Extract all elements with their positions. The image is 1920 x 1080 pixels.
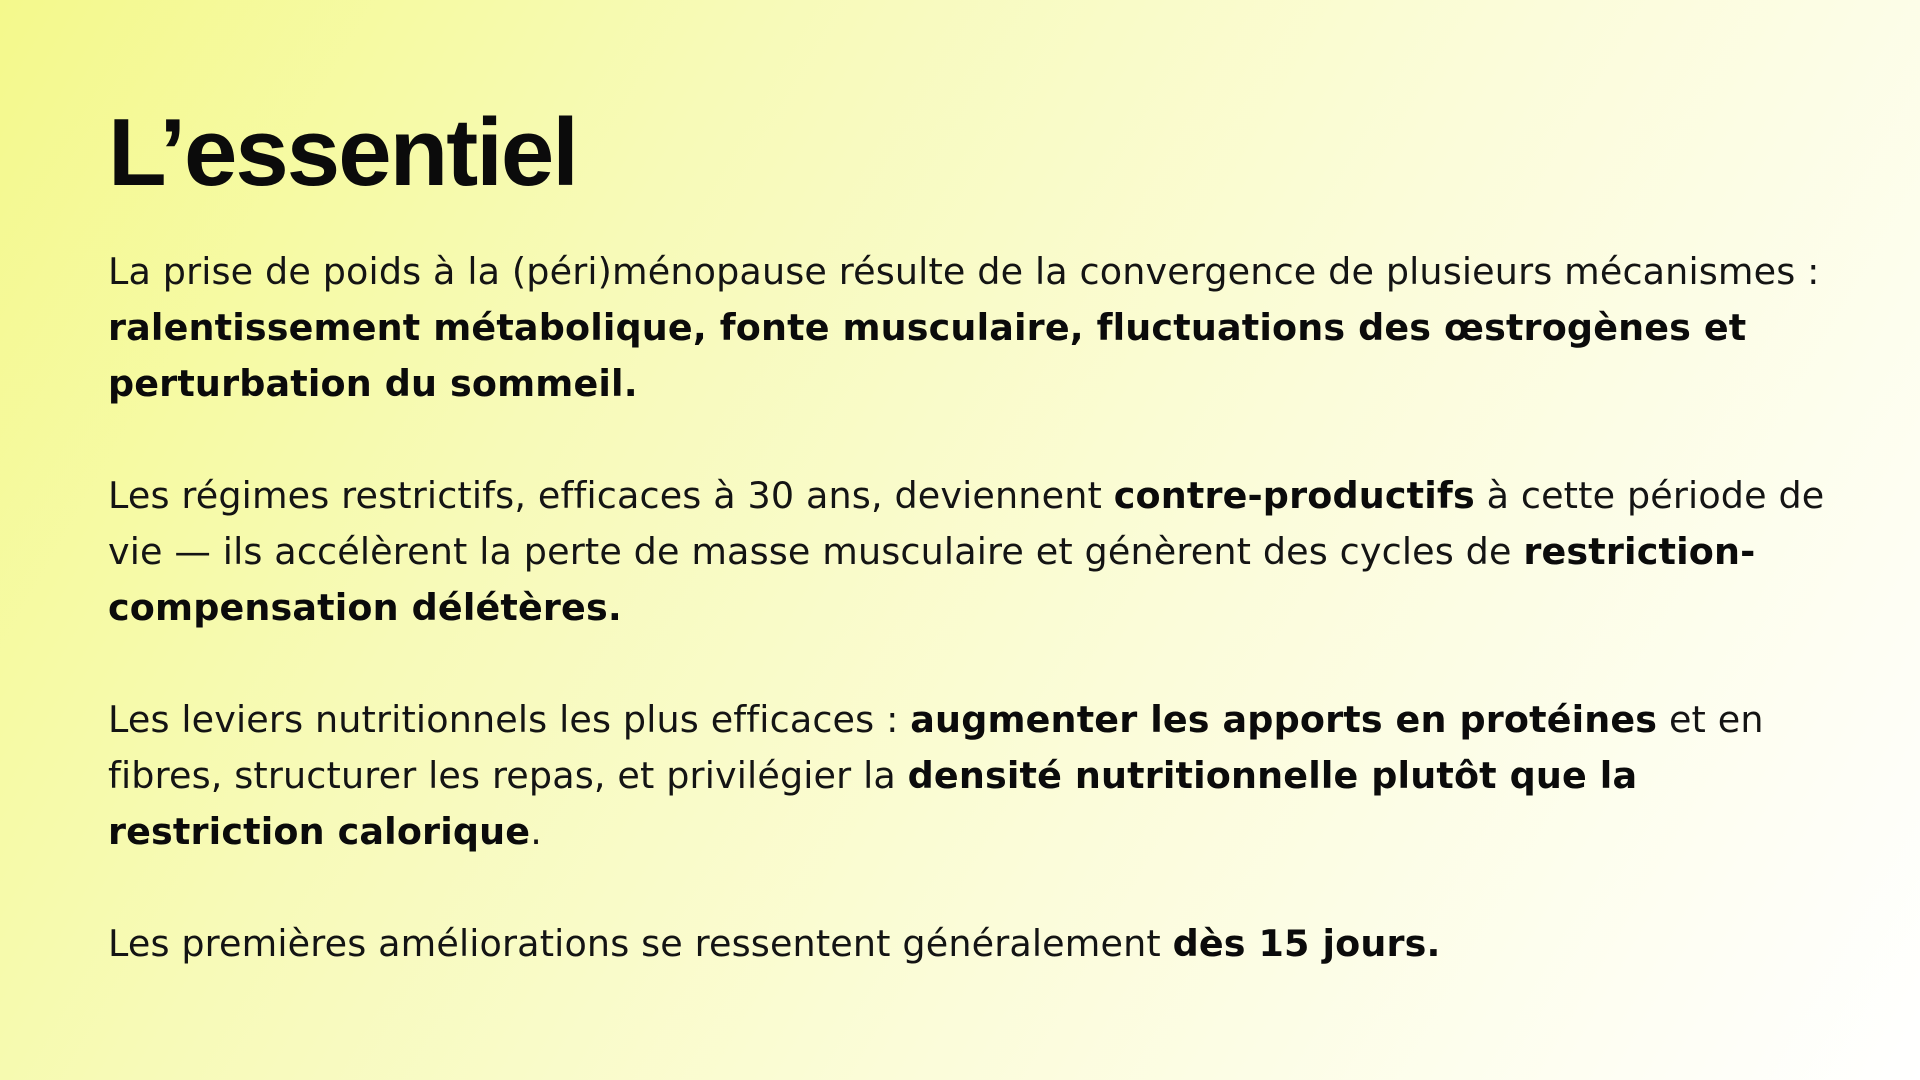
emphasis-text: dès 15 jours.	[1172, 922, 1441, 965]
paragraph-text: La prise de poids à la (péri)ménopause résulte de la convergence de plusieurs mécanismes :	[108, 250, 1820, 293]
paragraph-first-improvements	[108, 916, 1828, 972]
paragraph-text: Les leviers nutritionnels les plus efficaces :	[108, 698, 911, 741]
emphasis-text: contre-productifs	[1113, 474, 1475, 517]
paragraph-nutritional-levers	[108, 692, 1828, 860]
slide-body	[108, 244, 1828, 1028]
paragraph-text: .	[530, 810, 542, 853]
paragraph-text: Les régimes restrictifs, efficaces à 30 ans, deviennent	[108, 474, 1114, 517]
paragraph-text: Les premières améliorations se ressentent généralement	[108, 922, 1173, 965]
paragraph-text: et en fibres, structurer les repas, et privilégier la	[108, 698, 1764, 797]
emphasis-text: restriction-compensation délétères.	[108, 530, 1756, 629]
paragraph-restrictive-diets	[108, 468, 1828, 636]
emphasis-text: ralentissement métabolique, fonte musculaire, fluctuations des œstrogènes et perturbation du sommeil.	[108, 306, 1747, 405]
paragraph-weight-gain-mechanisms	[108, 244, 1828, 412]
emphasis-text: densité nutritionnelle plutôt que la restriction calorique	[108, 754, 1638, 853]
slide-title: L’essentiel	[108, 99, 577, 206]
emphasis-text: augmenter les apports en protéines	[910, 698, 1658, 741]
paragraph-text: à cette période de vie — ils accélèrent la perte de masse musculaire et génèrent des cycles de	[108, 474, 1825, 573]
